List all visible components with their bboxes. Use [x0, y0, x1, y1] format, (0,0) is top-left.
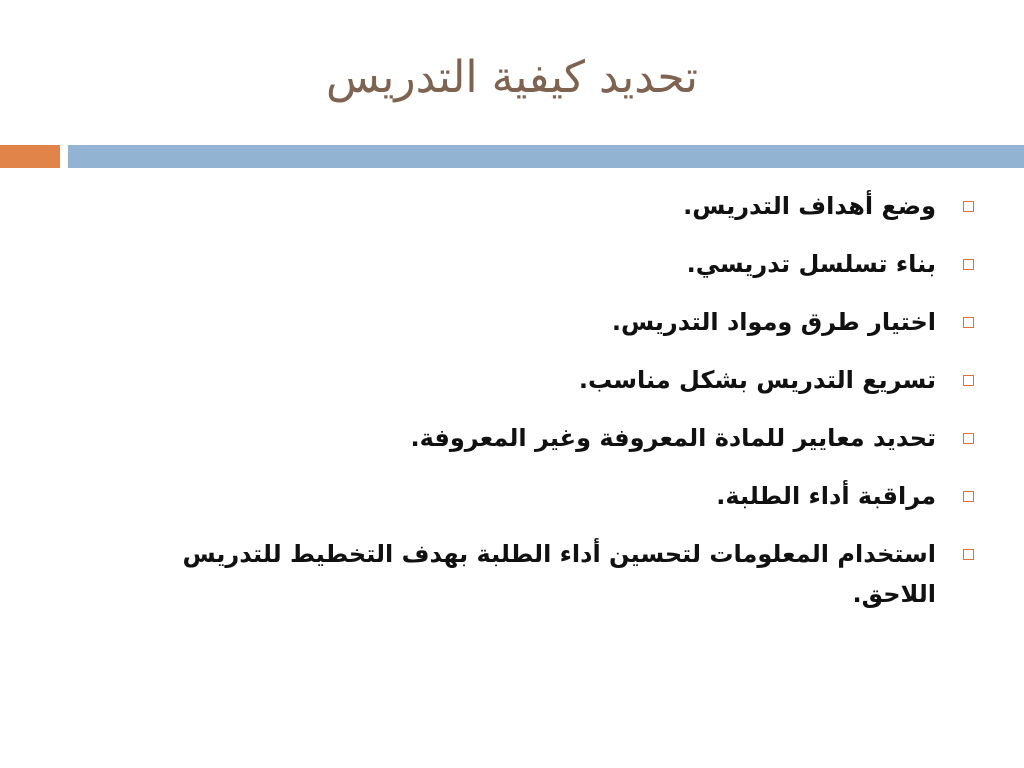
hollow-square-icon — [963, 259, 974, 270]
bullet-text: اختيار طرق ومواد التدريس. — [611, 308, 936, 336]
bullet-text: بناء تسلسل تدريسي. — [686, 250, 936, 278]
bullet-item — [94, 534, 974, 614]
bullet-text: مراقبة أداء الطلبة. — [716, 482, 936, 510]
accent-bar-orange — [0, 145, 60, 168]
bullet-text: وضع أهداف التدريس. — [683, 192, 936, 220]
slide-title: تحديد كيفية التدريس — [325, 52, 698, 103]
hollow-square-icon — [963, 201, 974, 212]
hollow-square-icon — [963, 491, 974, 502]
bullet-item — [94, 360, 974, 400]
bullet-item — [94, 476, 974, 516]
hollow-square-icon — [963, 433, 974, 444]
hollow-square-icon — [963, 317, 974, 328]
hollow-square-icon — [963, 549, 974, 560]
bullet-item — [94, 244, 974, 284]
accent-bar-blue — [68, 145, 1024, 168]
bullet-item — [94, 302, 974, 342]
bullet-item — [94, 186, 974, 226]
bullet-text: تحديد معايير للمادة المعروفة وغير المعروفة. — [410, 424, 936, 452]
bullet-text: تسريع التدريس بشكل مناسب. — [578, 366, 936, 394]
bullet-item — [94, 418, 974, 458]
hollow-square-icon — [963, 375, 974, 386]
bullet-text: استخدام المعلومات لتحسين أداء الطلبة بهدف التخطيط للتدريس اللاحق. — [182, 540, 936, 608]
bullet-list — [94, 186, 974, 632]
